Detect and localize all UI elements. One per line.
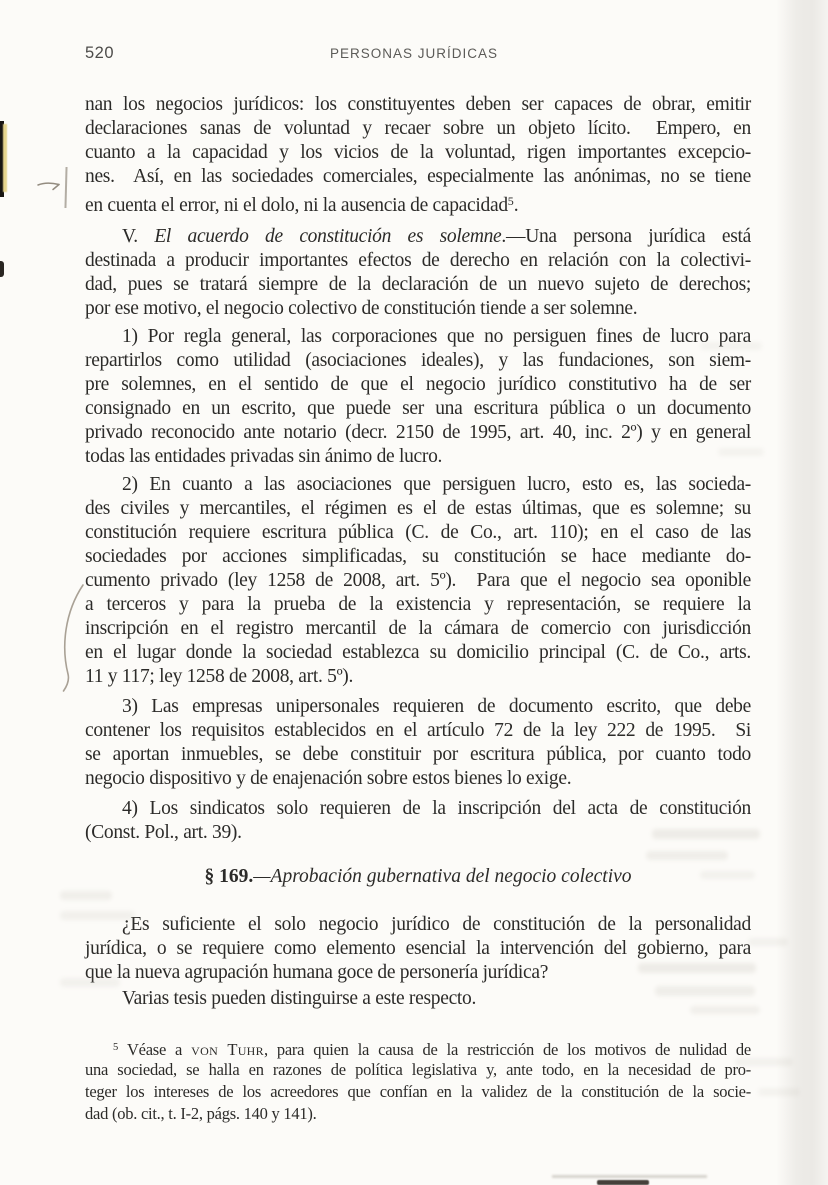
paragraph-numbered-3	[85, 695, 751, 791]
scan-edge-black-artifact	[0, 261, 4, 277]
paragraph-numbered-1	[85, 325, 751, 469]
text-line: privado reconocido ante notario (decr. 2150 de 1995, art. 40, inc. 2º) y en general	[85, 422, 751, 443]
text-line	[85, 225, 751, 249]
footnote-marker: 5	[113, 1042, 119, 1053]
text-line: por ese motivo, el negocio colectivo de constitución tiende a ser solemne.	[85, 298, 638, 319]
text-line: dad (ob. cit., t. I-2, págs. 140 y 141).	[85, 1104, 317, 1123]
text-line: consignado en un escrito, que puede ser una escritura pública o un documento	[85, 398, 751, 419]
text-column	[85, 93, 751, 1125]
footnote-5	[85, 1037, 751, 1125]
text-line: 2) En cuanto a las asociaciones que persiguen lucro, esto es, las socieda-	[122, 474, 751, 495]
text-line: se aportan inmuebles, se debe constituir por escritura pública, por cuanto todo	[85, 744, 751, 765]
section-heading-169	[85, 865, 751, 889]
text-line: declaraciones sanas de voluntad y recaer sobre un objeto lícito. Empero, en	[85, 118, 751, 139]
text-line: jurídica, o se requiere como elemento esencial la intervención del gobierno, para	[85, 938, 751, 959]
text-line: sociedades por acciones simplificadas, su constitución se hace mediante do-	[85, 546, 751, 567]
bleed-through-artifact	[748, 938, 788, 946]
pencil-bracket-annotation	[58, 582, 88, 696]
text-line	[85, 1037, 751, 1059]
text-line: todas las entidades privadas sin ánimo de lucro.	[85, 446, 443, 467]
text-run: Véase a	[118, 1040, 192, 1059]
bleed-through-artifact	[758, 1088, 800, 1096]
paragraph-numbered-4	[85, 797, 751, 845]
running-header: PERSONAS JURÍDICAS	[329, 46, 499, 61]
text-run: en cuenta el error, ni el dolo, ni la ausencia de capacidad	[85, 195, 508, 216]
text-line: constitución requiere escritura pública (C. de Co., art. 110); en el caso de las	[85, 522, 751, 543]
text-line: repartirlos como utilidad (asociaciones ideales), y las fundaciones, son siem-	[85, 350, 751, 371]
scan-bottom-bar-artifact	[597, 1180, 649, 1185]
text-line: 1) Por regla general, las corporaciones que no persiguen fines de lucro para	[122, 326, 751, 347]
text-line: a terceros y para la prueba de la existencia y representación, se requiere la	[85, 594, 751, 615]
text-line: teger los intereses de los acreedores que confían en la validez de la constitución de la socie-	[85, 1082, 751, 1101]
text-line: cuanto a la capacidad y los vicios de la voluntad, rigen importantes excepcio-	[85, 142, 751, 163]
scan-bottom-smudge-artifact	[552, 1175, 707, 1178]
section-title: —Aprobación gubernativa del negocio colectivo	[253, 866, 632, 887]
text-line: 4) Los sindicatos solo requieren de la inscripción del acta de constitución	[122, 798, 751, 819]
text-line: 3) Las empresas unipersonales requieren de documento escrito, que debe	[122, 696, 751, 717]
text-line	[85, 189, 751, 216]
text-line: cumento privado (ley 1258 de 2008, art. 5º). Para que el negocio sea oponible	[85, 570, 751, 591]
paragraph-question	[85, 913, 751, 985]
text-line: que la nueva agrupación humana goce de personería jurídica?	[85, 962, 549, 983]
pencil-arrow-annotation	[36, 176, 62, 194]
page-header	[0, 44, 828, 64]
text-line: ¿Es suficiente el solo negocio jurídico de constitución de la personalidad	[122, 914, 751, 935]
paragraph-capacity-continuation	[85, 93, 751, 216]
text-line: inscripción en el registro mercantil de la cámara de comercio con jurisdicción	[85, 618, 751, 639]
text-line: contener los requisitos establecidos en el artículo 72 de la ley 222 de 1995. Si	[85, 720, 751, 741]
text-run: .—Una persona jurídica está	[501, 226, 751, 247]
pencil-margin-line-annotation	[64, 167, 67, 208]
text-line: des civiles y mercantiles, el régimen es el de estas últimas, que es solemne; su	[85, 498, 751, 519]
text-run: , para quien la causa de la restricción de los motivos de nulidad de	[263, 1040, 751, 1059]
text-line: negocio dispositivo y de enajenación sobre estos bienes lo exige.	[85, 768, 572, 789]
text-line: (Const. Pol., art. 39).	[85, 822, 242, 843]
text-run: V.	[122, 226, 155, 247]
text-run: .	[513, 195, 519, 216]
paragraph-acuerdo-solemne	[85, 225, 751, 321]
text-line: dad, pues se tratará siempre de la declaración de un nuevo sujeto de derechos;	[85, 274, 751, 295]
footnote-reference-5: 5	[507, 194, 514, 208]
text-line: nan los negocios jurídicos: los constituyentes deben ser capaces de obrar, emitir	[85, 94, 751, 115]
paragraph-numbered-2	[85, 473, 751, 689]
text-line: una sociedad, se halla en razones de política legislativa y, ante todo, en la necesidad de pro-	[85, 1060, 751, 1079]
scan-shadow-artifact	[776, 0, 828, 1185]
author-name-smallcaps: von Tuhr	[191, 1040, 264, 1059]
section-number: § 169.	[204, 866, 254, 887]
text-line: 11 y 117; ley 1258 de 2008, art. 5º).	[85, 666, 354, 687]
text-line: Varias tesis pueden distinguirse a este respecto.	[122, 988, 477, 1009]
scan-edge-yellow-artifact	[3, 124, 7, 192]
text-run-italic: El acuerdo de constitución es solemne	[154, 226, 502, 247]
text-line: nes. Así, en las sociedades comerciales, especialmente las anónimas, no se tiene	[85, 166, 751, 187]
text-line: pre solemnes, en el sentido de que el negocio jurídico constitutivo ha de ser	[85, 374, 751, 395]
text-line: destinada a producir importantes efectos de derecho en relación con la colectivi-	[85, 250, 751, 271]
scan-edge-black-artifact	[0, 121, 4, 197]
paragraph-varias-tesis	[85, 987, 751, 1011]
page-number: 520	[85, 44, 115, 62]
text-line: en el lugar donde la sociedad establezca su domicilio principal (C. de Co., arts.	[85, 642, 751, 663]
